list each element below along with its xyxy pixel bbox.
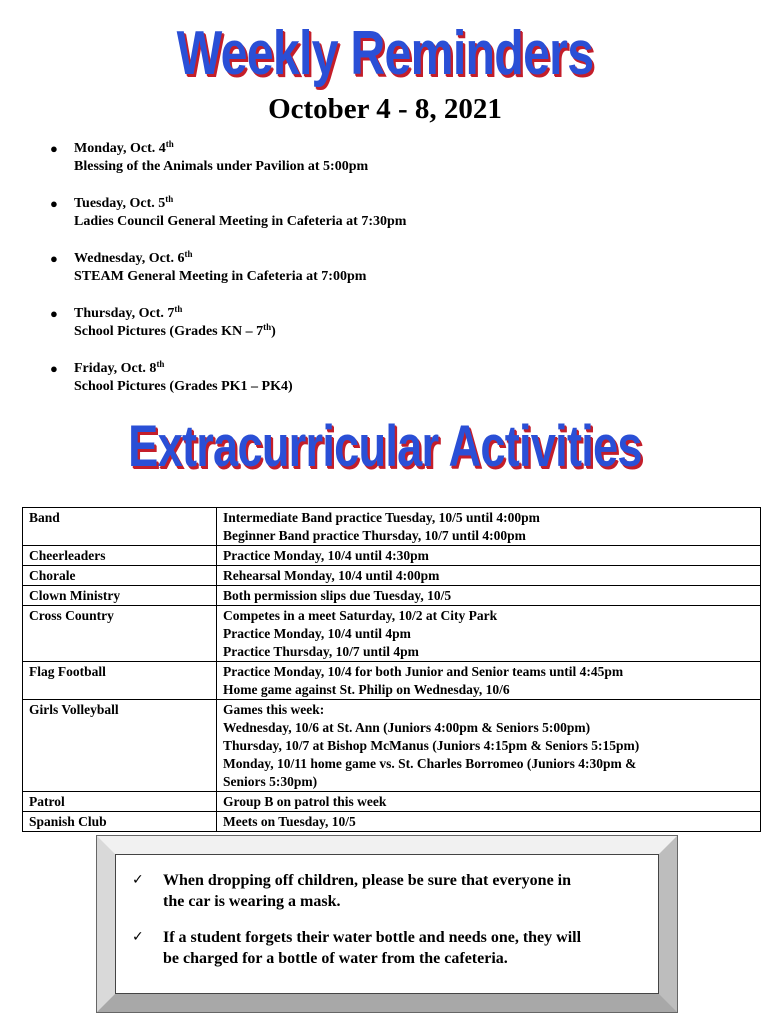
notice-item: [132, 927, 646, 969]
reminder-item: [48, 250, 406, 286]
activity-name: Cheerleaders: [23, 546, 217, 566]
date-range: October 4 - 8, 2021: [268, 93, 502, 125]
activity-name: Spanish Club: [23, 812, 217, 832]
reminder-item: [48, 305, 406, 341]
activity-detail-line: Home game against St. Philip on Wednesday, 10/6: [223, 682, 510, 697]
activity-detail-line: Competes in a meet Saturday, 10/2 at City Park: [223, 608, 498, 623]
ordinal-suffix: th: [263, 322, 272, 332]
reminder-item: [48, 360, 406, 396]
notice-text-line: be charged for a bottle of water from the cafeteria.: [163, 950, 508, 967]
reminder-day: Monday, Oct. 4: [74, 141, 166, 156]
reminder-day: Tuesday, Oct. 5: [74, 196, 166, 211]
checkmark-icon: ✓: [132, 929, 144, 945]
activity-row: [23, 792, 761, 812]
reminder-item: [48, 140, 406, 176]
activity-name: Girls Volleyball: [23, 700, 217, 792]
bullet-icon: ●: [50, 196, 58, 211]
activity-detail-line: Beginner Band practice Thursday, 10/7 until 4:00pm: [223, 528, 526, 543]
activity-row: [23, 566, 761, 586]
activity-name: Clown Ministry: [23, 586, 217, 606]
activity-details: [217, 566, 761, 586]
activity-detail-line: Rehearsal Monday, 10/4 until 4:00pm: [223, 568, 440, 583]
activity-name: Cross Country: [23, 606, 217, 662]
notice-item: [132, 870, 646, 912]
activity-details: [217, 606, 761, 662]
reminder-day: Friday, Oct. 8: [74, 361, 157, 376]
activity-row: [23, 700, 761, 792]
activity-name: Patrol: [23, 792, 217, 812]
bullet-icon: ●: [50, 306, 58, 321]
activity-detail-line: Practice Thursday, 10/7 until 4pm: [223, 644, 419, 659]
activity-details: [217, 586, 761, 606]
activity-name: Flag Football: [23, 662, 217, 700]
activity-detail-line: Both permission slips due Tuesday, 10/5: [223, 588, 452, 603]
activity-detail-line: Games this week:: [223, 702, 325, 717]
activity-detail-line: Wednesday, 10/6 at St. Ann (Juniors 4:00pm & Seniors 5:00pm): [223, 720, 591, 735]
reminder-detail-text: ): [271, 324, 276, 339]
reminder-detail: School Pictures (Grades PK1 – PK4): [74, 379, 293, 394]
reminder-detail: STEAM General Meeting in Cafeteria at 7:00pm: [74, 269, 367, 284]
notice-text-line: When dropping off children, please be sure that everyone in: [163, 872, 572, 889]
reminder-detail: [74, 323, 406, 341]
activity-row: [23, 586, 761, 606]
weekly-reminders-title: Weekly Reminders: [176, 19, 594, 88]
activities-table: [22, 507, 761, 832]
activity-details: [217, 546, 761, 566]
activity-details: [217, 700, 761, 792]
activity-row: [23, 606, 761, 662]
ordinal-suffix: th: [174, 304, 183, 314]
notice-list: [132, 870, 646, 984]
activity-row: [23, 662, 761, 700]
activity-detail-line: Meets on Tuesday, 10/5: [223, 814, 356, 829]
activity-detail-line: Monday, 10/11 home game vs. St. Charles Borromeo (Juniors 4:30pm &: [223, 756, 637, 771]
activity-row: [23, 812, 761, 832]
ordinal-suffix: th: [156, 359, 165, 369]
bullet-icon: ●: [50, 251, 58, 266]
activity-detail-line: Intermediate Band practice Tuesday, 10/5 until 4:00pm: [223, 510, 540, 525]
reminders-list: [48, 140, 406, 415]
reminder-day: Thursday, Oct. 7: [74, 306, 175, 321]
activity-detail-line: Seniors 5:30pm): [223, 774, 318, 789]
ordinal-suffix: th: [165, 194, 174, 204]
bullet-icon: ●: [50, 361, 58, 376]
activities-table-body: [23, 508, 761, 832]
bullet-icon: ●: [50, 141, 58, 156]
notice-box-frame: [96, 835, 678, 1013]
reminder-detail-text: School Pictures (Grades KN – 7: [74, 324, 264, 339]
activity-details: [217, 662, 761, 700]
ordinal-suffix: th: [184, 249, 193, 259]
activity-detail-line: Practice Monday, 10/4 for both Junior and Senior teams until 4:45pm: [223, 664, 624, 679]
activity-details: [217, 792, 761, 812]
reminder-item: [48, 195, 406, 231]
notice-text-line: If a student forgets their water bottle and needs one, they will: [163, 929, 582, 946]
activity-detail-line: Practice Monday, 10/4 until 4:30pm: [223, 548, 429, 563]
ordinal-suffix: th: [165, 139, 174, 149]
activity-name: Chorale: [23, 566, 217, 586]
activity-details: [217, 812, 761, 832]
activity-details: [217, 508, 761, 546]
reminder-day: Wednesday, Oct. 6: [74, 251, 185, 266]
activity-name: Band: [23, 508, 217, 546]
notice-box: [115, 854, 659, 994]
activity-detail-line: Practice Monday, 10/4 until 4pm: [223, 626, 411, 641]
activity-row: [23, 546, 761, 566]
reminder-detail: Ladies Council General Meeting in Cafeteria at 7:30pm: [74, 214, 407, 229]
activity-detail-line: Thursday, 10/7 at Bishop McManus (Juniors 4:15pm & Seniors 5:15pm): [223, 738, 640, 753]
activity-detail-line: Group B on patrol this week: [223, 794, 387, 809]
notice-text-line: the car is wearing a mask.: [163, 893, 341, 910]
extracurricular-activities-title: Extracurricular Activities: [128, 414, 642, 479]
checkmark-icon: ✓: [132, 872, 144, 888]
activity-row: [23, 508, 761, 546]
reminder-detail: Blessing of the Animals under Pavilion at 5:00pm: [74, 159, 369, 174]
